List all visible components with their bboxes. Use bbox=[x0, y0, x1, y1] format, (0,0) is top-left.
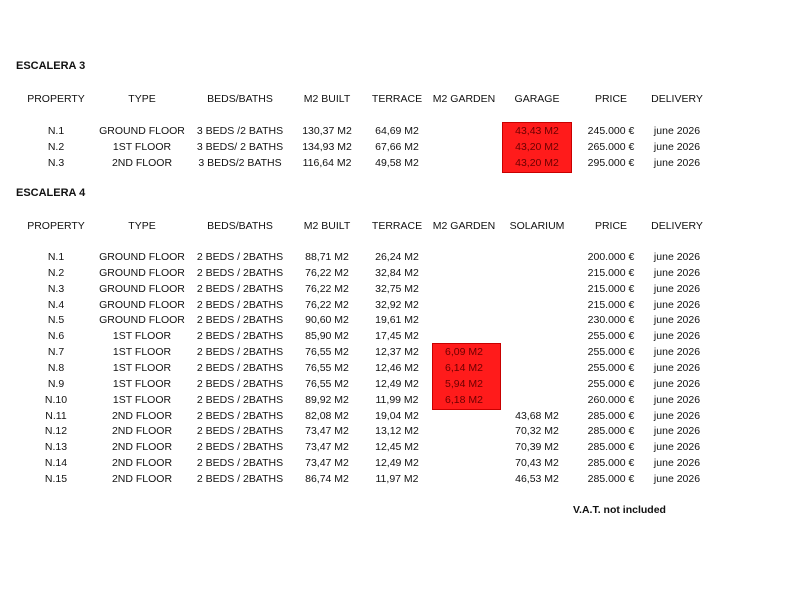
cell-delivery: june 2026 bbox=[653, 282, 701, 295]
cell-property: N.14 bbox=[44, 457, 68, 470]
cell-beds-baths: 3 BEDS/2 BATHS bbox=[198, 157, 282, 169]
cell-price: 285.000 € bbox=[587, 409, 635, 422]
cell-delivery: june 2026 bbox=[653, 409, 701, 422]
cell-m2-built: 85,90 M2 bbox=[305, 330, 349, 343]
cell-m2-built: 82,08 M2 bbox=[305, 409, 349, 422]
header-price: PRICE bbox=[594, 220, 628, 232]
cell-price: 260.000 € bbox=[587, 393, 635, 406]
cell-type: 1ST FLOOR bbox=[112, 393, 172, 406]
cell-price: 215.000 € bbox=[587, 266, 635, 279]
header-m2-garden: M2 GARDEN bbox=[432, 93, 496, 105]
cell-type: GROUND FLOOR bbox=[99, 298, 185, 311]
cell-price: 255.000 € bbox=[587, 377, 635, 390]
section-title-escalera-3: ESCALERA 3 bbox=[16, 60, 86, 72]
cell-solarium: 43,68 M2 bbox=[515, 409, 559, 422]
cell-property: N.6 bbox=[47, 330, 65, 343]
cell-delivery: june 2026 bbox=[653, 330, 701, 343]
cell-delivery: june 2026 bbox=[653, 266, 701, 279]
cell-solarium: 70,39 M2 bbox=[515, 441, 559, 454]
cell-type: GROUND FLOOR bbox=[99, 282, 185, 295]
cell-terrace: 32,92 M2 bbox=[375, 298, 419, 311]
header-m2-built: M2 BUILT bbox=[303, 220, 351, 232]
cell-property: N.5 bbox=[47, 314, 65, 327]
cell-property: N.12 bbox=[44, 425, 68, 438]
cell-beds-baths: 2 BEDS / 2BATHS bbox=[196, 409, 284, 422]
cell-beds-baths: 2 BEDS / 2BATHS bbox=[196, 457, 284, 470]
cell-property: N.4 bbox=[47, 298, 65, 311]
cell-price: 285.000 € bbox=[587, 425, 635, 438]
cell-price: 285.000 € bbox=[587, 441, 635, 454]
cell-terrace: 67,66 M2 bbox=[375, 141, 419, 153]
cell-price: 295.000 € bbox=[587, 157, 635, 169]
cell-m2-built: 116,64 M2 bbox=[302, 157, 352, 169]
cell-property: N.11 bbox=[45, 409, 67, 422]
cell-m2-built: 88,71 M2 bbox=[305, 251, 349, 263]
cell-price: 255.000 € bbox=[587, 346, 635, 359]
header-solarium: SOLARIUM bbox=[509, 220, 565, 232]
header-delivery: DELIVERY bbox=[651, 220, 703, 232]
cell-delivery: june 2026 bbox=[653, 314, 701, 327]
section-title-escalera-4: ESCALERA 4 bbox=[16, 187, 86, 199]
cell-m2-built: 73,47 M2 bbox=[305, 425, 349, 438]
cell-type: 2ND FLOOR bbox=[111, 473, 173, 486]
cell-terrace: 12,49 M2 bbox=[375, 377, 419, 390]
cell-type: 1ST FLOOR bbox=[112, 141, 172, 153]
cell-type: 2ND FLOOR bbox=[111, 425, 173, 438]
cell-price: 255.000 € bbox=[587, 330, 635, 343]
header-type: TYPE bbox=[128, 220, 156, 232]
cell-type: 1ST FLOOR bbox=[112, 362, 172, 375]
cell-beds-baths: 2 BEDS / 2BATHS bbox=[196, 330, 284, 343]
cell-price: 285.000 € bbox=[587, 473, 635, 486]
cell-beds-baths: 2 BEDS / 2BATHS bbox=[196, 362, 284, 375]
header-terrace: TERRACE bbox=[371, 220, 423, 232]
cell-type: GROUND FLOOR bbox=[99, 314, 185, 327]
header-terrace: TERRACE bbox=[371, 93, 423, 105]
cell-terrace: 19,61 M2 bbox=[375, 314, 419, 327]
cell-m2-garden: 6,18 M2 bbox=[445, 393, 483, 406]
cell-beds-baths: 2 BEDS / 2BATHS bbox=[196, 346, 284, 359]
cell-m2-built: 130,37 M2 bbox=[302, 125, 352, 137]
cell-price: 215.000 € bbox=[587, 298, 635, 311]
cell-type: GROUND FLOOR bbox=[99, 125, 185, 137]
cell-terrace: 11,99 M2 bbox=[375, 393, 419, 406]
cell-type: 2ND FLOOR bbox=[111, 441, 173, 454]
cell-solarium: 70,43 M2 bbox=[515, 457, 559, 470]
cell-beds-baths: 2 BEDS / 2BATHS bbox=[196, 473, 284, 486]
cell-price: 215.000 € bbox=[587, 282, 635, 295]
cell-type: 2ND FLOOR bbox=[111, 457, 173, 470]
cell-m2-garden: 6,09 M2 bbox=[445, 346, 483, 359]
cell-property: N.7 bbox=[47, 346, 65, 359]
cell-terrace: 12,49 M2 bbox=[375, 457, 419, 470]
cell-m2-built: 73,47 M2 bbox=[305, 457, 349, 470]
header-price: PRICE bbox=[594, 93, 628, 105]
cell-garage: 43,20 M2 bbox=[515, 141, 559, 153]
cell-beds-baths: 2 BEDS / 2BATHS bbox=[196, 298, 284, 311]
cell-property: N.8 bbox=[47, 362, 65, 375]
cell-terrace: 26,24 M2 bbox=[375, 251, 419, 263]
header-garage: GARAGE bbox=[514, 93, 560, 105]
cell-property: N.13 bbox=[44, 441, 68, 454]
cell-beds-baths: 2 BEDS / 2BATHS bbox=[196, 266, 284, 279]
header-beds-baths: BEDS/BATHS bbox=[207, 220, 273, 232]
cell-solarium: 70,32 M2 bbox=[515, 425, 559, 438]
cell-delivery: june 2026 bbox=[653, 362, 701, 375]
cell-delivery: june 2026 bbox=[653, 298, 701, 311]
cell-m2-built: 76,55 M2 bbox=[305, 346, 349, 359]
cell-solarium: 46,53 M2 bbox=[515, 473, 559, 486]
cell-type: 1ST FLOOR bbox=[112, 377, 172, 390]
cell-m2-built: 76,55 M2 bbox=[305, 377, 349, 390]
cell-beds-baths: 3 BEDS/ 2 BATHS bbox=[196, 141, 284, 153]
cell-price: 265.000 € bbox=[587, 141, 635, 153]
cell-m2-built: 76,22 M2 bbox=[305, 266, 349, 279]
cell-beds-baths: 2 BEDS / 2BATHS bbox=[196, 251, 284, 263]
cell-type: GROUND FLOOR bbox=[99, 266, 185, 279]
cell-delivery: june 2026 bbox=[653, 473, 701, 486]
header-beds-baths: BEDS/BATHS bbox=[207, 93, 273, 105]
cell-property: N.2 bbox=[47, 266, 65, 279]
cell-m2-garden: 6,14 M2 bbox=[445, 362, 483, 375]
cell-delivery: june 2026 bbox=[653, 441, 701, 454]
header-type: TYPE bbox=[128, 93, 156, 105]
cell-beds-baths: 2 BEDS / 2BATHS bbox=[196, 377, 284, 390]
cell-beds-baths: 2 BEDS / 2BATHS bbox=[196, 393, 284, 406]
cell-price: 200.000 € bbox=[587, 251, 635, 263]
cell-terrace: 64,69 M2 bbox=[375, 125, 419, 137]
cell-m2-built: 90,60 M2 bbox=[305, 314, 349, 327]
cell-delivery: june 2026 bbox=[653, 346, 701, 359]
cell-terrace: 49,58 M2 bbox=[375, 157, 419, 169]
cell-delivery: june 2026 bbox=[653, 425, 701, 438]
cell-terrace: 13,12 M2 bbox=[375, 425, 419, 438]
cell-delivery: june 2026 bbox=[653, 157, 701, 169]
header-m2-garden: M2 GARDEN bbox=[432, 220, 496, 232]
cell-m2-garden: 5,94 M2 bbox=[445, 377, 483, 390]
cell-type: 2ND FLOOR bbox=[111, 157, 173, 169]
cell-property: N.1 bbox=[47, 251, 65, 263]
cell-m2-built: 89,92 M2 bbox=[305, 393, 349, 406]
header-m2-built: M2 BUILT bbox=[303, 93, 351, 105]
cell-terrace: 11,97 M2 bbox=[375, 473, 419, 486]
cell-delivery: june 2026 bbox=[653, 141, 701, 153]
cell-beds-baths: 2 BEDS / 2BATHS bbox=[196, 425, 284, 438]
cell-m2-built: 86,74 M2 bbox=[305, 473, 349, 486]
cell-type: 2ND FLOOR bbox=[111, 409, 173, 422]
cell-type: 1ST FLOOR bbox=[112, 346, 172, 359]
cell-price: 255.000 € bbox=[587, 362, 635, 375]
cell-beds-baths: 2 BEDS / 2BATHS bbox=[196, 314, 284, 327]
cell-m2-built: 76,22 M2 bbox=[305, 282, 349, 295]
cell-terrace: 17,45 M2 bbox=[375, 330, 419, 343]
cell-terrace: 32,84 M2 bbox=[375, 266, 419, 279]
cell-price: 245.000 € bbox=[587, 125, 635, 137]
cell-delivery: june 2026 bbox=[653, 125, 701, 137]
cell-m2-built: 76,55 M2 bbox=[305, 362, 349, 375]
cell-type: 1ST FLOOR bbox=[112, 330, 172, 343]
cell-terrace: 32,75 M2 bbox=[375, 282, 419, 295]
cell-beds-baths: 3 BEDS /2 BATHS bbox=[196, 125, 284, 137]
cell-beds-baths: 2 BEDS / 2BATHS bbox=[196, 282, 284, 295]
cell-property: N.1 bbox=[47, 125, 65, 137]
header-property: PROPERTY bbox=[27, 93, 85, 105]
cell-delivery: june 2026 bbox=[653, 251, 701, 263]
header-delivery: DELIVERY bbox=[651, 93, 703, 105]
cell-m2-built: 134,93 M2 bbox=[302, 141, 352, 153]
header-property: PROPERTY bbox=[27, 220, 85, 232]
cell-delivery: june 2026 bbox=[653, 393, 701, 406]
cell-m2-built: 73,47 M2 bbox=[305, 441, 349, 454]
cell-property: N.2 bbox=[47, 141, 65, 153]
cell-property: N.9 bbox=[47, 377, 65, 390]
cell-terrace: 19,04 M2 bbox=[375, 409, 419, 422]
cell-beds-baths: 2 BEDS / 2BATHS bbox=[196, 441, 284, 454]
cell-price: 230.000 € bbox=[587, 314, 635, 327]
cell-delivery: june 2026 bbox=[653, 377, 701, 390]
cell-garage: 43,20 M2 bbox=[515, 157, 559, 169]
cell-terrace: 12,45 M2 bbox=[375, 441, 419, 454]
cell-delivery: june 2026 bbox=[653, 457, 701, 470]
cell-property: N.10 bbox=[44, 393, 68, 406]
vat-note: V.A.T. not included bbox=[573, 504, 666, 516]
cell-terrace: 12,37 M2 bbox=[375, 346, 419, 359]
cell-m2-built: 76,22 M2 bbox=[305, 298, 349, 311]
cell-type: GROUND FLOOR bbox=[99, 251, 185, 263]
cell-garage: 43,43 M2 bbox=[515, 125, 559, 137]
cell-price: 285.000 € bbox=[587, 457, 635, 470]
cell-property: N.15 bbox=[44, 473, 68, 486]
cell-property: N.3 bbox=[47, 282, 65, 295]
cell-terrace: 12,46 M2 bbox=[375, 362, 419, 375]
cell-property: N.3 bbox=[47, 157, 65, 169]
